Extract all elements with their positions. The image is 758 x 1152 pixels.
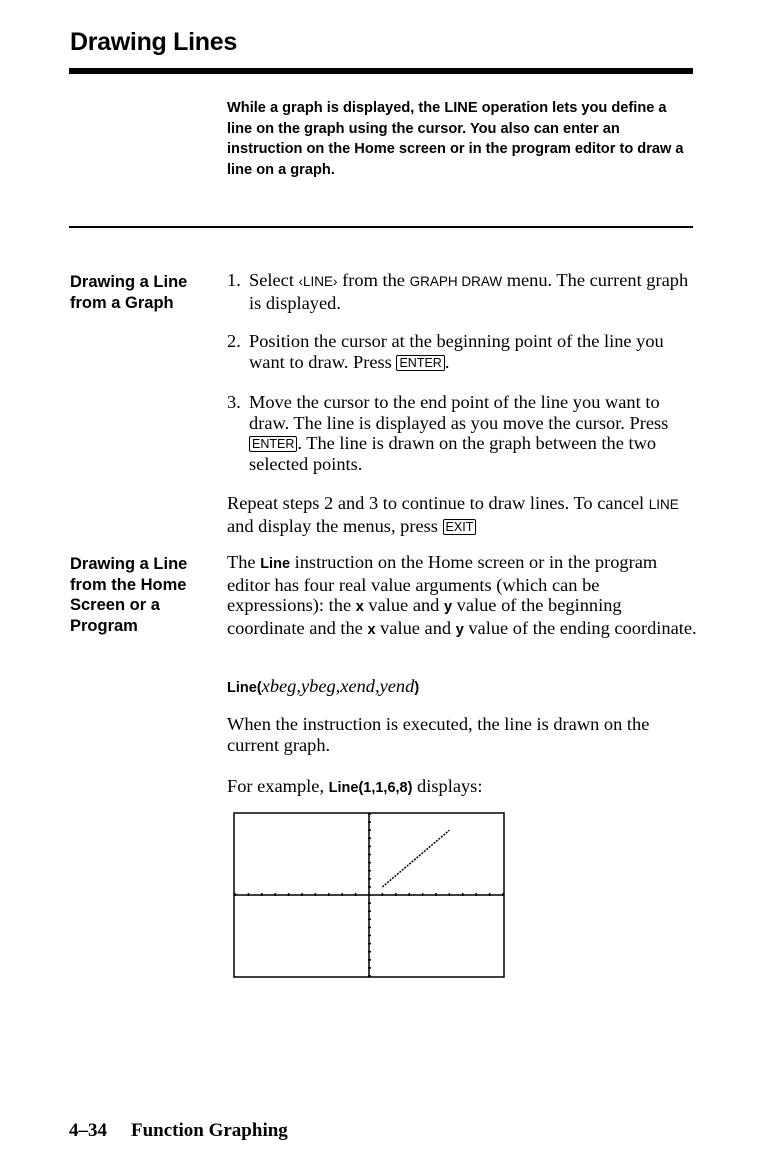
step-2 (227, 331, 697, 372)
section1-heading-line2: from a Graph (70, 293, 174, 312)
section-rule (69, 226, 693, 228)
step-number: 2. (227, 331, 241, 351)
section2-heading-line3: Screen or a (70, 596, 160, 614)
enter-key: ENTER (249, 436, 297, 452)
section2-heading-line2: from the Home (70, 575, 187, 594)
syntax-line: Line(xbeg,ybeg,xend,yend) (227, 676, 420, 696)
step-text: Select ‹LINE› from the GRAPH DRAW menu. The current graph is displayed. (249, 270, 689, 313)
step-text: Position the cursor at the beginning point of the line you want to draw. Press ENTER . (249, 331, 664, 372)
menu-name: GRAPH DRAW (409, 274, 503, 289)
graph-screen (233, 812, 505, 978)
step-number: 1. (227, 270, 241, 290)
step-number: 3. (227, 392, 241, 412)
title-rule (69, 68, 693, 74)
page-number: 4–34 (69, 1120, 107, 1141)
line-instruction-paragraph: The Line instruction on the Home screen or in the program editor has four real value arguments (which can be expressions): the x value and y value of the beginning coordinate and the x value and y value of the ending coordinate. (227, 552, 697, 638)
section1-heading-line1: Drawing a Line (70, 273, 188, 291)
line-word: LINE (648, 497, 679, 512)
intro-paragraph: While a graph is displayed, the LINE operation lets you define a line on the graph using the cursor. You also can enter an instruction on the Home screen or in the program editor to draw a line on a graph. (227, 100, 684, 178)
repeat-paragraph: Repeat steps 2 and 3 to continue to draw lines. To cancel LINE and display the menus, press EXIT (227, 493, 679, 536)
syntax-arguments: xbeg,ybeg,xend,yend (261, 676, 415, 696)
example-command: Line(1,1,6,8) (328, 780, 413, 796)
section1-heading (70, 272, 215, 313)
section2-heading-line4: Program (70, 616, 138, 635)
line-command: Line (260, 556, 291, 572)
page-footer (69, 1120, 288, 1142)
footer-section: Function Graphing (131, 1120, 288, 1141)
enter-key: ENTER (396, 355, 444, 371)
exit-key: EXIT (443, 519, 477, 535)
syntax-command: Line (227, 680, 257, 696)
example-paragraph: For example, Line(1,1,6,8) displays: (227, 776, 483, 796)
section2-heading-line1: Drawing a Line (70, 555, 188, 573)
page-title: Drawing Lines (70, 28, 237, 56)
step-3 (227, 392, 697, 474)
section2-heading (70, 554, 215, 636)
line-menu-key: ‹LINE› (298, 274, 338, 289)
step-1 (227, 270, 697, 313)
step-text: Move the cursor to the end point of the line you want to draw. The line is displayed as you move the cursor. Press ENTER . The line is drawn on the graph between the two selected points. (249, 392, 669, 474)
executed-paragraph: When the instruction is executed, the line is drawn on the current graph. (227, 714, 650, 755)
